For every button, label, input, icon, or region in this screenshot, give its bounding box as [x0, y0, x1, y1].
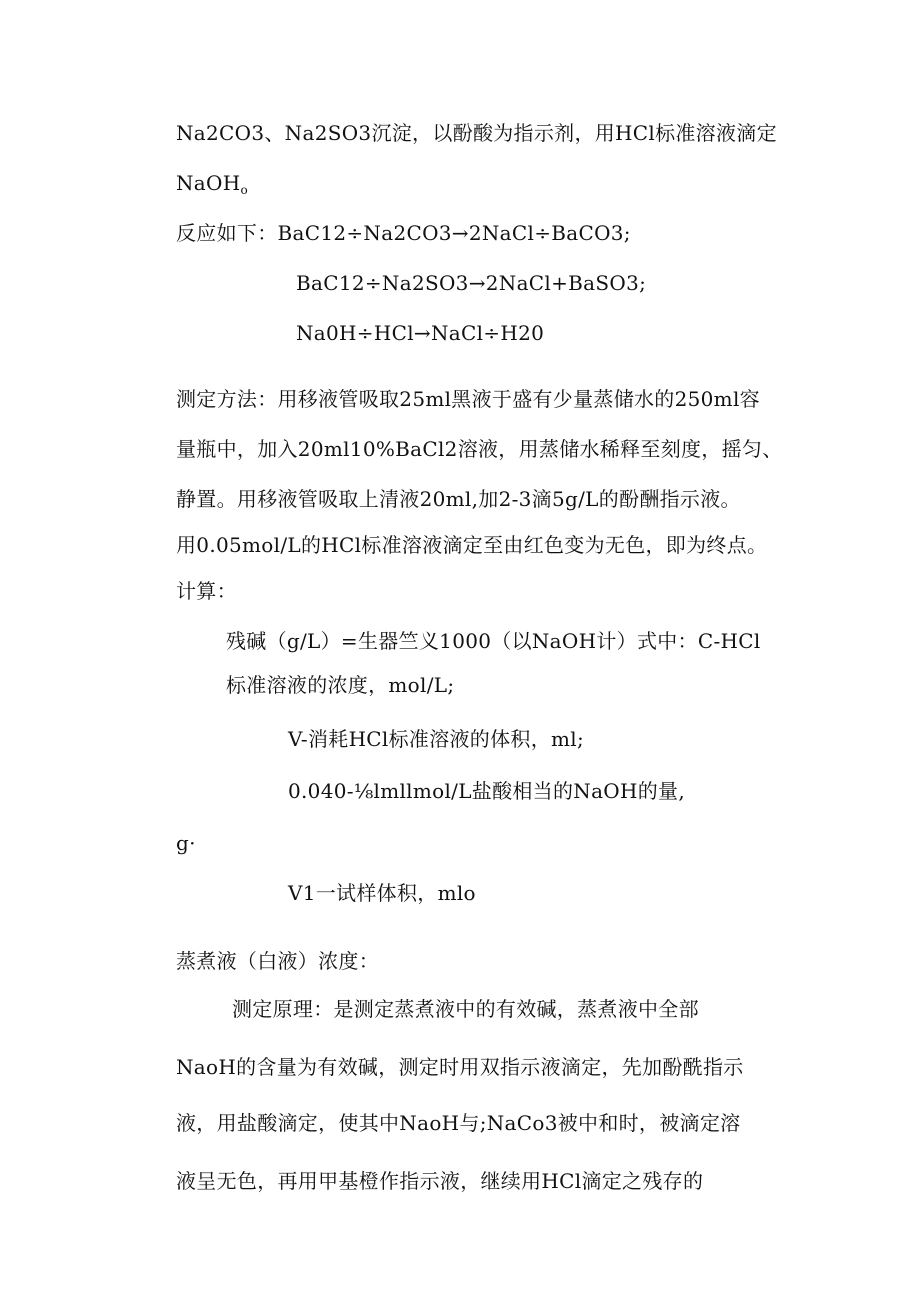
text-line-1: Na2CO3、Na2SO3沉淀，以酚酸为指示剂，用HCl标准溶液滴定 [176, 121, 777, 145]
reaction-heading: 反应如下：BaC12÷Na2CO3→2NaCl÷BaCO3; [176, 221, 631, 245]
variable-v1-line: V1一试样体积，mlo [288, 881, 476, 905]
unit-g-line: g· [176, 831, 196, 855]
formula-line-1: 残碱（g/L）=生器竺义1000（以NaOH计）式中：C-HCl [226, 629, 761, 653]
text-line-2 [176, 170, 248, 203]
naoh-subscript: o [240, 183, 248, 197]
method-line-2: 量瓶中，加入20ml10%BaCl2溶液，用蒸储水稀释至刻度，摇匀、 [176, 437, 783, 461]
method-line-1: 测定方法：用移液管吸取25ml黑液于盛有少量蒸储水的250ml容 [176, 387, 760, 411]
variable-constant-line: 0.040-⅛lmllmol/L盐酸相当的NaOH的量, [288, 779, 685, 803]
calculation-heading: 计算： [176, 579, 237, 603]
cooking-liquor-heading: 蒸煮液（白液）浓度： [176, 949, 379, 973]
principle-line-1: 测定原理：是测定蒸煮液中的有效碱，蒸煮液中全部 [232, 997, 699, 1021]
method-line-4: 用0.05mol/L的HCl标准溶液滴定至由红色变为无色，即为终点。 [176, 533, 768, 557]
principle-line-3: 液，用盐酸滴定，使其中NaoH与;NaCo3被中和时，被滴定溶 [176, 1111, 741, 1135]
principle-line-4: 液呈无色，再用甲基橙作指示液，继续用HCl滴定之残存的 [176, 1169, 704, 1193]
principle-line-2: NaoH的含量为有效碱，测定时用双指示液滴定，先加酚酰指示 [176, 1055, 744, 1079]
formula-line-2: 标准溶液的浓度，mol/L; [226, 673, 455, 697]
variable-v-line: V-消耗HCl标准溶液的体积，ml; [288, 727, 585, 751]
method-line-3: 静置。用移液管吸取上清液20ml,加2-3滴5g/L的酚酬指示液。 [176, 487, 741, 511]
naoh-text: NaOH [176, 171, 241, 195]
reaction-line-3: Na0H÷HCl→NaCl÷H20 [296, 321, 545, 345]
reaction-line-2: BaC12÷Na2SO3→2NaCl+BaSO3; [296, 271, 647, 295]
